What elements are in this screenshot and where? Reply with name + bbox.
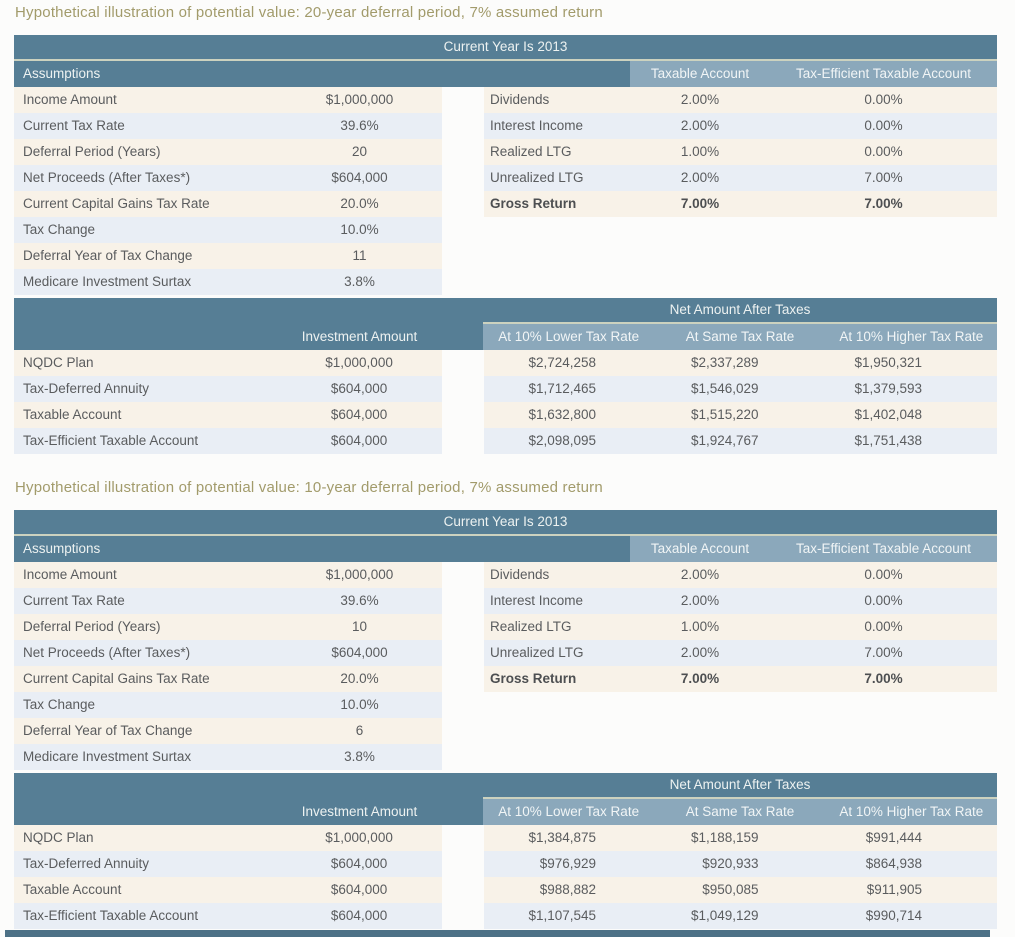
return-label: Unrealized LTG [490,645,584,660]
return-label: Gross Return [490,196,577,211]
lower-rate-value: $1,712,465 [528,381,597,396]
assumption-label: Medicare Investment Surtax [23,274,192,289]
net-values [484,877,997,903]
net-amount-header [14,298,997,350]
plan-cell [14,350,442,376]
net-amount-row [14,825,997,851]
assumption-row [14,744,442,770]
assumption-row [14,165,442,191]
taxable-value: 1.00% [680,144,720,159]
column-gap [442,350,484,376]
plan-label: Tax-Efficient Taxable Account [23,908,199,923]
column-gap [442,428,484,454]
net-header-left-block [14,298,483,350]
net-values [484,350,997,376]
plan-cell [14,376,442,402]
net-values [484,428,997,454]
taxable-value: 2.00% [680,92,720,107]
bottom-edge-bar [5,930,990,937]
assumption-value: $1,000,000 [325,92,394,107]
tax-efficient-value: 7.00% [864,671,903,686]
plan-cell [14,903,442,929]
net-values [484,851,997,877]
assumptions-table [14,510,997,770]
column-header-same-rate: At Same Tax Rate [685,329,795,344]
assumption-label: Income Amount [23,567,117,582]
assumption-row [14,614,442,640]
taxable-value: 2.00% [680,645,720,660]
assumption-label: Current Tax Rate [23,593,125,608]
returns-block [484,87,997,295]
assumptions-header-row [14,61,997,87]
assumption-row [14,243,442,269]
net-amount-body [14,825,997,929]
net-amount-row [14,903,997,929]
assumption-value: 10.0% [340,222,379,237]
return-row [484,139,997,165]
plan-cell [14,877,442,903]
column-gap [442,562,484,770]
taxable-value: 2.00% [680,170,720,185]
assumptions-header: Assumptions [14,536,630,562]
net-amount-header [14,773,997,825]
return-row [484,614,997,640]
higher-rate-value: $1,751,438 [854,433,923,448]
taxable-value: 7.00% [680,671,720,686]
assumption-row [14,588,442,614]
assumption-label: Deferral Year of Tax Change [23,248,193,263]
taxable-value: 1.00% [680,619,720,634]
illustration-section-20yr [14,3,997,454]
assumption-label: Net Proceeds (After Taxes*) [23,170,191,185]
plan-label: Tax-Efficient Taxable Account [23,433,199,448]
same-rate-value: $1,049,129 [690,908,759,923]
assumption-row [14,191,442,217]
assumption-row [14,217,442,243]
tax-efficient-value: 7.00% [864,170,903,185]
net-amount-row [14,350,997,376]
plan-label: Taxable Account [23,882,122,897]
net-header-right-block [483,773,997,825]
lower-rate-value: $976,929 [539,856,597,871]
net-amount-banner: Net Amount After Taxes [483,298,997,322]
return-row [484,113,997,139]
lower-rate-value: $2,098,095 [528,433,597,448]
column-gap [442,851,484,877]
same-rate-value: $1,924,767 [690,433,759,448]
net-amount-row [14,428,997,454]
net-values [484,376,997,402]
net-header-right-block [483,298,997,350]
assumption-label: Deferral Year of Tax Change [23,723,193,738]
column-gap [442,376,484,402]
assumption-row [14,87,442,113]
tax-efficient-value: 0.00% [864,619,903,634]
return-label: Gross Return [490,671,577,686]
return-row [484,640,997,666]
returns-block [484,562,997,770]
higher-rate-value: $911,905 [866,882,923,897]
lower-rate-value: $1,632,800 [528,407,597,422]
return-label: Interest Income [490,593,584,608]
return-label: Realized LTG [490,619,572,634]
lower-rate-value: $2,724,258 [528,355,597,370]
assumption-label: Medicare Investment Surtax [23,749,192,764]
tax-efficient-value: 0.00% [864,118,903,133]
lower-rate-value: $988,882 [539,882,597,897]
investment-value: $604,000 [330,882,388,897]
assumption-value: 39.6% [340,118,379,133]
same-rate-value: $950,085 [702,882,759,897]
plan-label: Taxable Account [23,407,122,422]
higher-rate-value: $1,402,048 [854,407,923,422]
tax-efficient-value: 0.00% [864,92,903,107]
return-row [484,87,997,113]
current-year-banner: Current Year Is 2013 [14,510,997,534]
return-label: Realized LTG [490,144,572,159]
same-rate-value: $1,515,220 [690,407,759,422]
same-rate-value: $1,188,159 [690,830,759,845]
assumption-value: 11 [352,248,367,263]
taxable-value: 7.00% [680,196,720,211]
assumption-value: $604,000 [331,645,388,660]
assumption-value: 20.0% [340,671,379,686]
investment-value: $604,000 [330,381,388,396]
net-amount-table [14,298,997,454]
plan-label: NQDC Plan [23,355,94,370]
higher-rate-value: $991,444 [865,830,923,845]
column-header-lower-rate: At 10% Lower Tax Rate [498,804,640,819]
column-header-higher-rate: At 10% Higher Tax Rate [839,329,984,344]
net-values [484,825,997,851]
tax-efficient-value: 0.00% [864,144,903,159]
plan-cell [14,825,442,851]
net-amount-body [14,350,997,454]
net-amount-row [14,376,997,402]
net-header-left-block [14,773,483,825]
assumptions-body [14,87,997,295]
return-label: Unrealized LTG [490,170,584,185]
higher-rate-value: $864,938 [865,856,923,871]
assumptions-header: Assumptions [14,61,630,87]
net-values [484,402,997,428]
investment-amount-header: Investment Amount [301,329,418,344]
assumption-row [14,113,442,139]
assumption-value: 10 [351,619,368,634]
plan-label: NQDC Plan [23,830,94,845]
column-header-same-rate: At Same Tax Rate [685,804,795,819]
assumption-value: $604,000 [331,170,388,185]
return-row [484,562,997,588]
net-amount-banner: Net Amount After Taxes [483,773,997,797]
investment-value: $604,000 [330,908,388,923]
investment-value: $604,000 [330,433,388,448]
assumption-value: 39.6% [340,593,379,608]
assumption-label: Current Tax Rate [23,118,125,133]
column-header-lower-rate: At 10% Lower Tax Rate [498,329,640,344]
assumption-row [14,718,442,744]
assumption-row [14,640,442,666]
gross-return-row [484,191,997,217]
assumptions-left-block [14,562,442,770]
taxable-value: 2.00% [680,118,720,133]
assumptions-table [14,35,997,295]
return-label: Dividends [490,92,550,107]
gross-return-row [484,666,997,692]
column-header-tax-efficient-account: Tax-Efficient Taxable Account [770,61,997,87]
assumption-label: Income Amount [23,92,117,107]
tax-efficient-value: 0.00% [864,593,903,608]
return-label: Interest Income [490,118,584,133]
lower-rate-value: $1,107,545 [528,908,597,923]
investment-value: $604,000 [330,407,388,422]
column-gap [442,825,484,851]
current-year-banner: Current Year Is 2013 [14,35,997,59]
rate-column-headers [483,324,997,350]
investment-value: $1,000,000 [325,830,393,845]
column-gap [442,877,484,903]
tax-efficient-value: 7.00% [864,645,903,660]
column-header-taxable-account: Taxable Account [630,536,770,562]
column-gap [442,402,484,428]
assumption-value: 10.0% [340,697,379,712]
return-row [484,165,997,191]
plan-cell [14,851,442,877]
assumption-value: 20 [351,144,368,159]
net-amount-row [14,402,997,428]
taxable-value: 2.00% [680,593,720,608]
higher-rate-value: $1,950,321 [854,355,923,370]
net-values [484,903,997,929]
assumption-label: Current Capital Gains Tax Rate [23,196,210,211]
same-rate-value: $1,546,029 [690,381,759,396]
column-header-higher-rate: At 10% Higher Tax Rate [839,804,984,819]
assumption-value: $1,000,000 [325,567,394,582]
plan-label: Tax-Deferred Annuity [23,381,150,396]
assumption-value: 3.8% [344,274,375,289]
assumption-value: 6 [355,723,364,738]
assumption-label: Tax Change [23,697,96,712]
assumption-label: Net Proceeds (After Taxes*) [23,645,191,660]
column-header-tax-efficient-account: Tax-Efficient Taxable Account [770,536,997,562]
net-amount-row [14,877,997,903]
return-label: Dividends [490,567,550,582]
assumptions-left-block [14,87,442,295]
assumption-label: Deferral Period (Years) [23,619,161,634]
net-amount-row [14,851,997,877]
taxable-value: 2.00% [680,567,720,582]
investment-amount-header: Investment Amount [301,804,418,819]
assumptions-body [14,562,997,770]
assumption-label: Deferral Period (Years) [23,144,161,159]
assumption-row [14,269,442,295]
column-gap [442,903,484,929]
assumption-row [14,692,442,718]
rate-column-headers [483,799,997,825]
higher-rate-value: $1,379,593 [854,381,923,396]
same-rate-value: $2,337,289 [690,355,759,370]
tax-efficient-value: 7.00% [864,196,903,211]
column-header-taxable-account: Taxable Account [630,61,770,87]
assumption-row [14,562,442,588]
assumption-row [14,139,442,165]
investment-value: $1,000,000 [325,355,393,370]
net-amount-table [14,773,997,929]
plan-cell [14,402,442,428]
lower-rate-value: $1,384,875 [528,830,597,845]
section-title: Hypothetical illustration of potential value: 20-year deferral period, 7% assumed return [15,4,603,21]
assumption-value: 3.8% [344,749,375,764]
column-gap [442,87,484,295]
return-row [484,588,997,614]
assumption-value: 20.0% [340,196,379,211]
assumption-label: Current Capital Gains Tax Rate [23,671,210,686]
assumptions-header-row [14,536,997,562]
plan-label: Tax-Deferred Annuity [23,856,150,871]
higher-rate-value: $990,714 [865,908,923,923]
assumption-label: Tax Change [23,222,96,237]
investment-value: $604,000 [330,856,388,871]
same-rate-value: $920,933 [702,856,759,871]
section-title: Hypothetical illustration of potential value: 10-year deferral period, 7% assumed return [15,479,603,496]
assumption-row [14,666,442,692]
tax-efficient-value: 0.00% [864,567,903,582]
plan-cell [14,428,442,454]
illustration-section-10yr [14,478,997,929]
